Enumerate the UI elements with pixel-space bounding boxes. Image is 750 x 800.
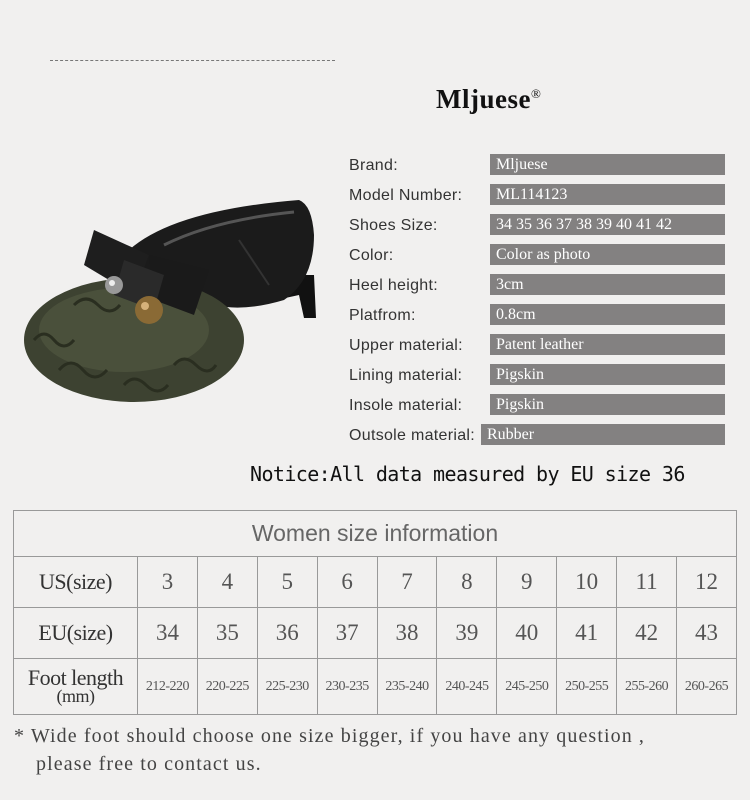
spec-row-model: [349, 183, 729, 213]
size-cell: 35: [197, 608, 257, 659]
size-table: [13, 510, 737, 715]
footnote: [14, 722, 744, 778]
spec-value: Pigskin: [490, 364, 725, 385]
spec-row-heel-height: [349, 273, 729, 303]
footnote-line-1: * Wide foot should choose one size bigger, if you have any question ,: [14, 725, 646, 747]
spec-value: 0.8cm: [490, 304, 725, 325]
eu-size-row: [14, 608, 737, 659]
spec-value: Pigskin: [490, 394, 725, 415]
size-cell: 40: [497, 608, 557, 659]
size-cell: 39: [437, 608, 497, 659]
foot-length-label-main: Foot length: [27, 664, 124, 690]
spec-label: Shoes Size:: [349, 217, 438, 234]
spec-label: Lining material:: [349, 367, 463, 384]
foot-length-cell: 225-230: [257, 659, 317, 715]
spec-value: Mljuese: [490, 154, 725, 175]
spec-row-size: [349, 213, 729, 243]
size-cell: 6: [317, 557, 377, 608]
size-cell: 9: [497, 557, 557, 608]
spec-row-lining-material: [349, 363, 729, 393]
spec-label: Outsole material:: [349, 427, 476, 444]
spec-row-brand: [349, 153, 729, 183]
foot-length-label: [14, 659, 138, 715]
spec-label: Brand:: [349, 157, 398, 174]
size-cell: 7: [377, 557, 437, 608]
size-cell: 3: [138, 557, 198, 608]
foot-length-cell: 250-255: [557, 659, 617, 715]
spec-value: Patent leather: [490, 334, 725, 355]
spec-row-insole-material: [349, 393, 729, 423]
shoe-image: [14, 190, 344, 420]
size-cell: 12: [677, 557, 737, 608]
us-size-label: US(size): [14, 557, 138, 608]
spec-row-upper-material: [349, 333, 729, 363]
spec-value: Rubber: [481, 424, 725, 445]
spec-value: 3cm: [490, 274, 725, 295]
foot-length-cell: 212-220: [138, 659, 198, 715]
spec-value: Color as photo: [490, 244, 725, 265]
foot-length-cell: 220-225: [197, 659, 257, 715]
size-cell: 5: [257, 557, 317, 608]
spec-row-outsole-material: [349, 423, 729, 453]
foot-length-cell: 235-240: [377, 659, 437, 715]
spec-label: Platfrom:: [349, 307, 416, 324]
size-cell: 34: [138, 608, 198, 659]
spec-label: Heel height:: [349, 277, 438, 294]
foot-length-row: [14, 659, 737, 715]
eu-size-label: EU(size): [14, 608, 138, 659]
spec-value: 34 35 36 37 38 39 40 41 42: [490, 214, 725, 235]
size-cell: 10: [557, 557, 617, 608]
foot-length-cell: 260-265: [677, 659, 737, 715]
brand-title: Mljuese®: [436, 84, 542, 114]
size-cell: 37: [317, 608, 377, 659]
foot-length-cell: 255-260: [617, 659, 677, 715]
spec-label: Insole material:: [349, 397, 463, 414]
foot-length-cell: 245-250: [497, 659, 557, 715]
spec-label: Color:: [349, 247, 394, 264]
foot-length-cell: 230-235: [317, 659, 377, 715]
us-size-row: [14, 557, 737, 608]
size-table-title: Women size information: [14, 511, 737, 557]
size-cell: 8: [437, 557, 497, 608]
spec-row-color: [349, 243, 729, 273]
spec-label: Model Number:: [349, 187, 463, 204]
dashed-divider: [50, 60, 335, 61]
size-cell: 42: [617, 608, 677, 659]
size-cell: 38: [377, 608, 437, 659]
spec-list: [349, 153, 729, 453]
foot-length-label-unit: (mm): [56, 685, 95, 706]
spec-row-platform: [349, 303, 729, 333]
size-cell: 41: [557, 608, 617, 659]
size-cell: 36: [257, 608, 317, 659]
size-cell: 43: [677, 608, 737, 659]
spec-value: ML114123: [490, 184, 725, 205]
spec-label: Upper material:: [349, 337, 463, 354]
footnote-line-2: please free to contact us.: [36, 753, 262, 775]
size-cell: 4: [197, 557, 257, 608]
foot-length-cell: 240-245: [437, 659, 497, 715]
size-cell: 11: [617, 557, 677, 608]
notice-text: Notice:All data measured by EU size 36: [250, 462, 685, 486]
